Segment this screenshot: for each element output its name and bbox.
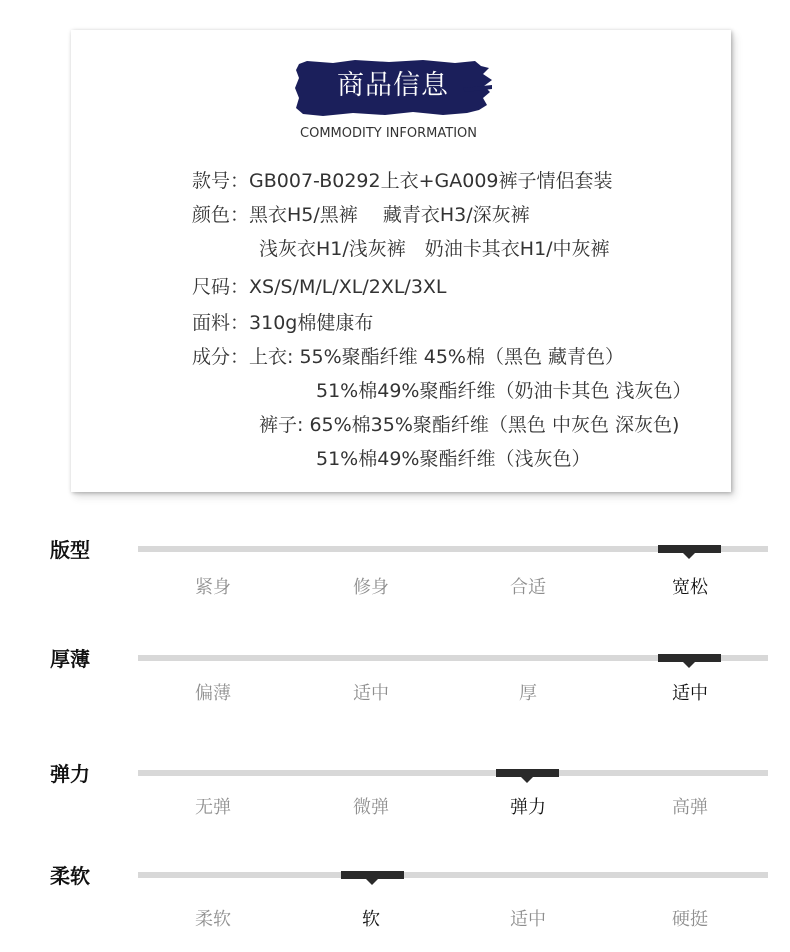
attribute-option: 柔软 (195, 909, 231, 930)
info-line-style-no (192, 169, 613, 193)
info-label: 尺码： (192, 276, 250, 298)
attribute-option: 适中 (353, 683, 389, 704)
info-value: 浅灰衣H1/浅灰裤 奶油卡其衣H1/中灰裤 (259, 238, 610, 260)
attribute-option: 合适 (510, 577, 546, 598)
info-line-color-continued (259, 237, 610, 261)
attribute-option: 紧身 (195, 577, 231, 598)
info-line-composition-pants (259, 413, 679, 437)
info-value: 黑衣H5/黑裤 藏青衣H3/深灰裤 (249, 204, 530, 226)
attribute-option: 硬挺 (672, 909, 708, 930)
info-value: 上衣: 55%聚酯纤维 45%棉（黑色 藏青色） (249, 346, 624, 368)
info-line-composition-pants-2 (316, 447, 590, 471)
attribute-row-softness (0, 862, 790, 952)
attribute-option: 偏薄 (195, 683, 231, 704)
marker-pointer-icon (366, 879, 378, 885)
attribute-option: 适中 (672, 683, 708, 704)
info-line-fabric (192, 311, 373, 335)
attribute-scale-track (138, 872, 768, 878)
section-title: 商品信息 (337, 70, 449, 101)
attribute-option: 适中 (510, 909, 546, 930)
attribute-option: 弹力 (510, 797, 546, 818)
info-line-size (192, 275, 447, 299)
info-label: 款号： (192, 170, 250, 192)
attribute-option: 宽松 (672, 577, 708, 598)
attribute-row-thickness (0, 645, 790, 735)
attribute-row-elasticity (0, 760, 790, 850)
attribute-option: 厚 (519, 683, 537, 704)
info-value: GB007-B0292上衣+GA009裤子情侣套装 (249, 170, 613, 192)
info-value: 裤子: 65%棉35%聚酯纤维（黑色 中灰色 深灰色) (259, 414, 680, 436)
info-label: 成分： (192, 346, 250, 368)
info-value: 51%棉49%聚酯纤维（浅灰色） (316, 448, 591, 470)
attribute-title: 柔软 (50, 864, 90, 888)
attribute-scale-marker (658, 545, 721, 553)
info-label: 面料： (192, 312, 250, 334)
marker-pointer-icon (521, 777, 533, 783)
section-subtitle: COMMODITY INFORMATION (300, 126, 477, 141)
attribute-option: 修身 (353, 577, 389, 598)
attribute-title: 弹力 (50, 762, 90, 786)
commodity-info-card (71, 30, 731, 492)
info-value: XS/S/M/L/XL/2XL/3XL (249, 276, 447, 298)
marker-pointer-icon (683, 662, 695, 668)
attribute-title: 版型 (50, 538, 90, 562)
attribute-option: 微弹 (353, 797, 389, 818)
attribute-option: 软 (362, 909, 380, 930)
attribute-title: 厚薄 (50, 647, 90, 671)
info-line-composition (192, 345, 624, 369)
attribute-option: 无弹 (195, 797, 231, 818)
attribute-option: 高弹 (672, 797, 708, 818)
attribute-scale-marker (496, 769, 559, 777)
info-value: 310g棉健康布 (249, 312, 374, 334)
info-line-composition-top-2 (316, 379, 692, 403)
marker-pointer-icon (683, 553, 695, 559)
attribute-scale-marker (341, 871, 404, 879)
attribute-scale-track (138, 770, 768, 776)
info-label: 颜色： (192, 204, 250, 226)
attribute-row-fit (0, 536, 790, 626)
attribute-scale-marker (658, 654, 721, 662)
info-line-color (192, 203, 530, 227)
info-value: 51%棉49%聚酯纤维（奶油卡其色 浅灰色） (316, 380, 692, 402)
